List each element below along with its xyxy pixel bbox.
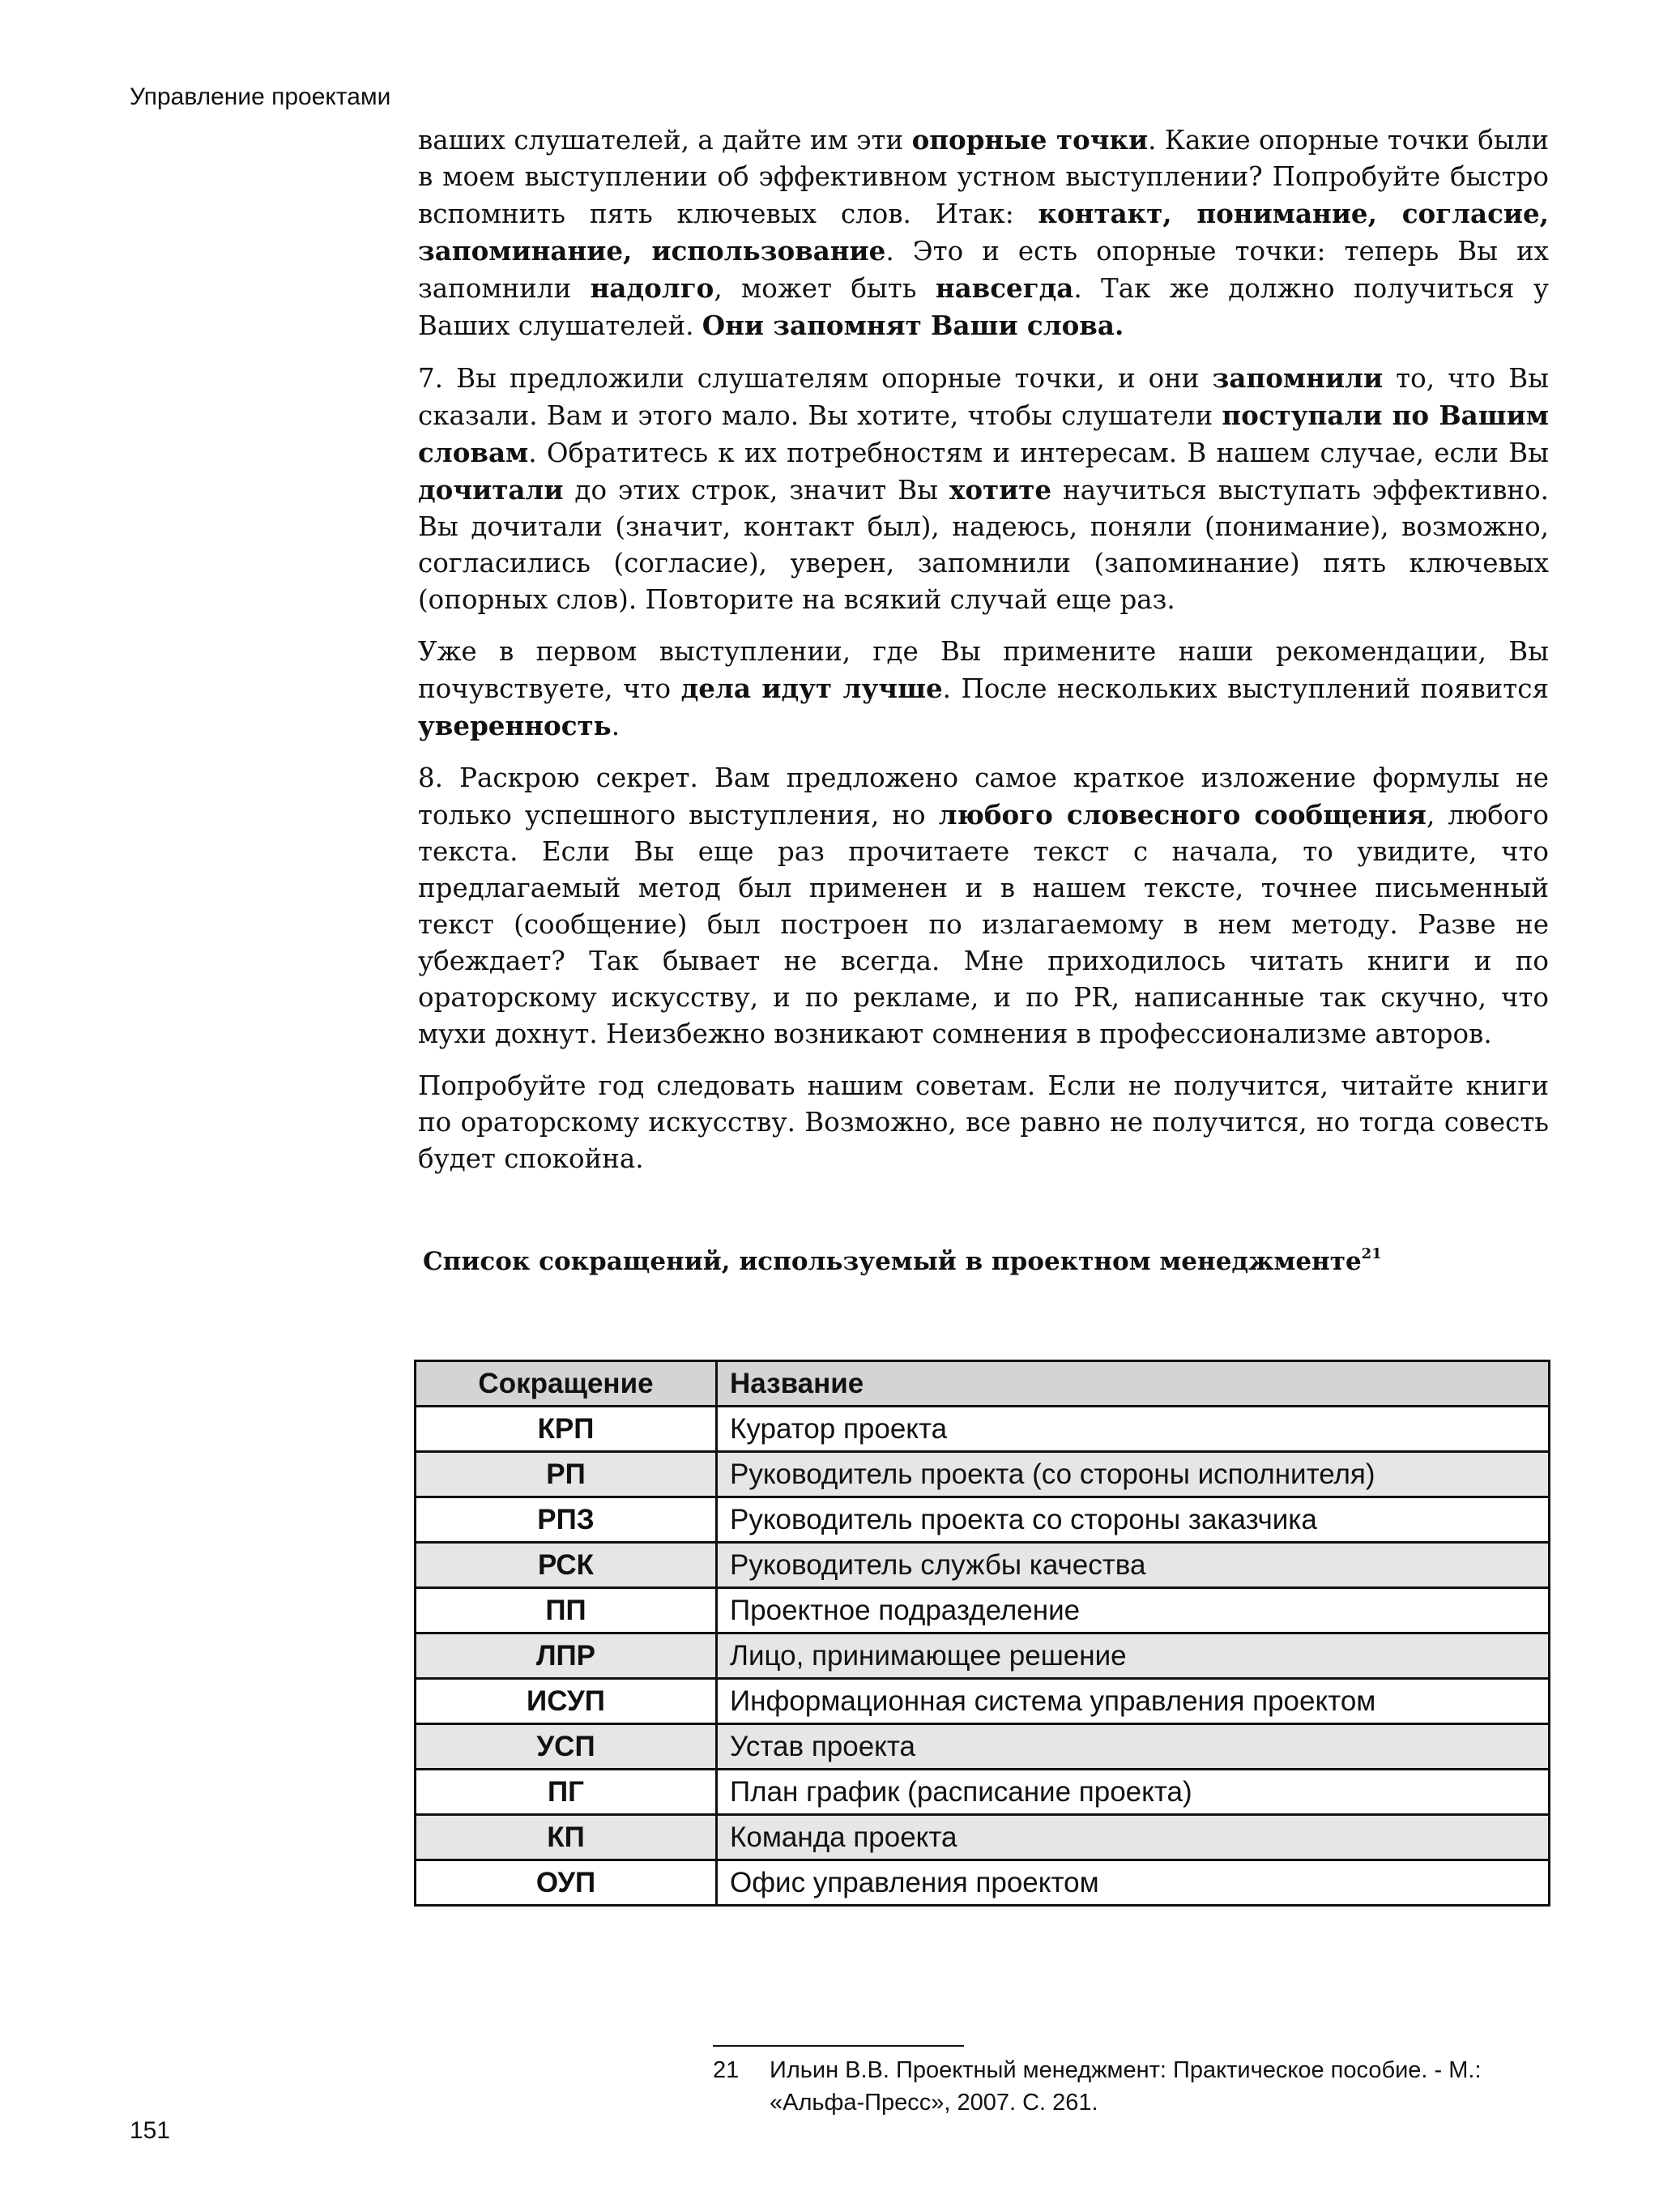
footnote-separator xyxy=(713,2045,964,2047)
name-cell: Устав проекта xyxy=(717,1724,1550,1770)
paragraph-1-run: , может быть xyxy=(714,273,936,304)
abbreviation-cell: РП xyxy=(416,1452,717,1497)
paragraph-3-run: . После нескольких выступлений появится xyxy=(942,673,1549,704)
footnote-reference: 21 xyxy=(1361,1245,1382,1262)
table-header-row xyxy=(416,1361,1550,1407)
paragraph-1-run: . Какие опорные точки были в моем выступлении об эффективном устном выступлении? Попробуйте быстро вспомнить пять ключевых слов. Итак: xyxy=(418,125,1549,229)
footnote-text: Ильин В.В. Проектный менеджмент: Практическое пособие. - М.: «Альфа-Пресс», 2007. С. 261. xyxy=(770,2057,1482,2116)
paragraph-4-run: 8. Раскрою секрет. Вам предложено самое краткое изложение формулы не только успешного выступления, но xyxy=(418,762,1549,831)
paragraph-1-run: . Так же должно получиться у Ваших слушателей. xyxy=(418,273,1549,341)
table-row xyxy=(416,1724,1550,1770)
name-cell: Руководитель проекта со стороны заказчика xyxy=(717,1497,1550,1543)
table-row xyxy=(416,1860,1550,1906)
paragraph-3 xyxy=(418,634,1549,745)
abbreviation-cell: ЛПР xyxy=(416,1633,717,1679)
body-text xyxy=(418,122,1549,1193)
page-number: 151 xyxy=(130,2117,171,2144)
footnote xyxy=(713,2054,1555,2119)
paragraph-3-bold: уверенность xyxy=(418,710,612,741)
table-row xyxy=(416,1588,1550,1633)
paragraph-5 xyxy=(418,1068,1549,1177)
paragraph-1-bold: Они запомнят Ваши слова. xyxy=(702,310,1124,341)
table-row xyxy=(416,1770,1550,1815)
table-row xyxy=(416,1633,1550,1679)
paragraph-4 xyxy=(418,760,1549,1053)
paragraph-1-bold: надолго xyxy=(590,272,714,304)
table-row xyxy=(416,1452,1550,1497)
name-cell: Руководитель проекта (со стороны исполнителя) xyxy=(717,1452,1550,1497)
name-cell: Команда проекта xyxy=(717,1815,1550,1860)
abbreviation-cell: ПГ xyxy=(416,1770,717,1815)
paragraph-1-bold: опорные точки xyxy=(911,124,1149,156)
paragraph-4-bold: любого словесного сообщения xyxy=(938,799,1427,831)
abbreviations-table xyxy=(414,1360,1550,1907)
name-cell: Проектное подразделение xyxy=(717,1588,1550,1633)
table-row xyxy=(416,1497,1550,1543)
table-row xyxy=(416,1815,1550,1860)
header-name: Название xyxy=(717,1361,1550,1407)
abbreviation-cell: ИСУП xyxy=(416,1679,717,1724)
paragraph-2-run: научиться выступать эффективно. Вы дочитали (значит, контакт был), надеюсь, поняли (понимание), возможно, согласились (согласие), уверен, запомнили (запоминание) пять ключевых (опорных слов). Повторите на всякий случай еще раз. xyxy=(418,475,1549,615)
paragraph-2-bold: запомнили xyxy=(1212,362,1384,394)
paragraph-3-run: . xyxy=(611,711,621,741)
name-cell: Руководитель службы качества xyxy=(717,1543,1550,1588)
paragraph-1 xyxy=(418,122,1549,344)
paragraph-3-bold: дела идут лучше xyxy=(680,673,943,704)
paragraph-2-run: до этих строк, значит Вы xyxy=(563,475,949,506)
paragraph-2-run: . Обратитесь к их потребностям и интересам. В нашем случае, если Вы xyxy=(528,438,1549,468)
paragraph-2 xyxy=(418,360,1549,618)
name-cell: Информационная система управления проектом xyxy=(717,1679,1550,1724)
table-row xyxy=(416,1679,1550,1724)
abbreviation-cell: ОУП xyxy=(416,1860,717,1906)
table-row xyxy=(416,1543,1550,1588)
paragraph-3-run: Уже в первом выступлении, где Вы примените наши рекомендации, Вы почувствуете, что xyxy=(418,636,1549,704)
table-title xyxy=(423,1244,1382,1279)
name-cell: План график (расписание проекта) xyxy=(717,1770,1550,1815)
table-row xyxy=(416,1407,1550,1452)
footnote-number: 21 xyxy=(713,2057,740,2083)
paragraph-1-bold: навсегда xyxy=(935,272,1074,304)
table-title-text: Список сокращений, используемый в проектном менеджменте xyxy=(423,1247,1362,1276)
running-header: Управление проектами xyxy=(130,83,391,110)
name-cell: Куратор проекта xyxy=(717,1407,1550,1452)
paragraph-1-run: ваших слушателей, а дайте им эти xyxy=(418,125,912,156)
paragraph-5-run: Попробуйте год следовать нашим советам. Если не получится, читайте книги по ораторскому искусству. Возможно, все равно не получится, но тогда совесть будет спокойна. xyxy=(418,1070,1549,1174)
paragraph-1-bold: контакт, понимание, согласие, запоминание, использование xyxy=(418,198,1549,267)
abbreviation-cell: УСП xyxy=(416,1724,717,1770)
paragraph-4-run: , любого текста. Если Вы еще раз прочитаете текст с начала, то увидите, что предлагаемый метод был применен и в нашем тексте, точнее письменный текст (сообщение) был построен по излагаемому в нем методу. Разве не убеждает? Так бывает не всегда. Мне приходилось читать книги и по ораторскому искусству, и по рекламе, и по PR, написанные так скучно, что мухи дохнут. Неизбежно возникают сомнения в профессионализме авторов. xyxy=(418,800,1549,1049)
paragraph-2-run: то, что Вы сказали. Вам и этого мало. Вы хотите, чтобы слушатели xyxy=(418,363,1549,431)
abbreviation-cell: РСК xyxy=(416,1543,717,1588)
abbreviation-cell: КРП xyxy=(416,1407,717,1452)
paragraph-2-bold: хотите xyxy=(949,474,1052,506)
abbreviation-cell: КП xyxy=(416,1815,717,1860)
paragraph-2-run: 7. Вы предложили слушателям опорные точки, и они xyxy=(418,363,1213,394)
abbreviation-cell: РПЗ xyxy=(416,1497,717,1543)
name-cell: Офис управления проектом xyxy=(717,1860,1550,1906)
name-cell: Лицо, принимающее решение xyxy=(717,1633,1550,1679)
header-abbreviation: Сокращение xyxy=(416,1361,717,1407)
paragraph-2-bold: поступали по Вашим словам xyxy=(418,399,1550,468)
abbreviation-cell: ПП xyxy=(416,1588,717,1633)
paragraph-2-bold: дочитали xyxy=(418,474,564,506)
paragraph-1-run: . Это и есть опорные точки: теперь Вы их запомнили xyxy=(418,236,1550,304)
